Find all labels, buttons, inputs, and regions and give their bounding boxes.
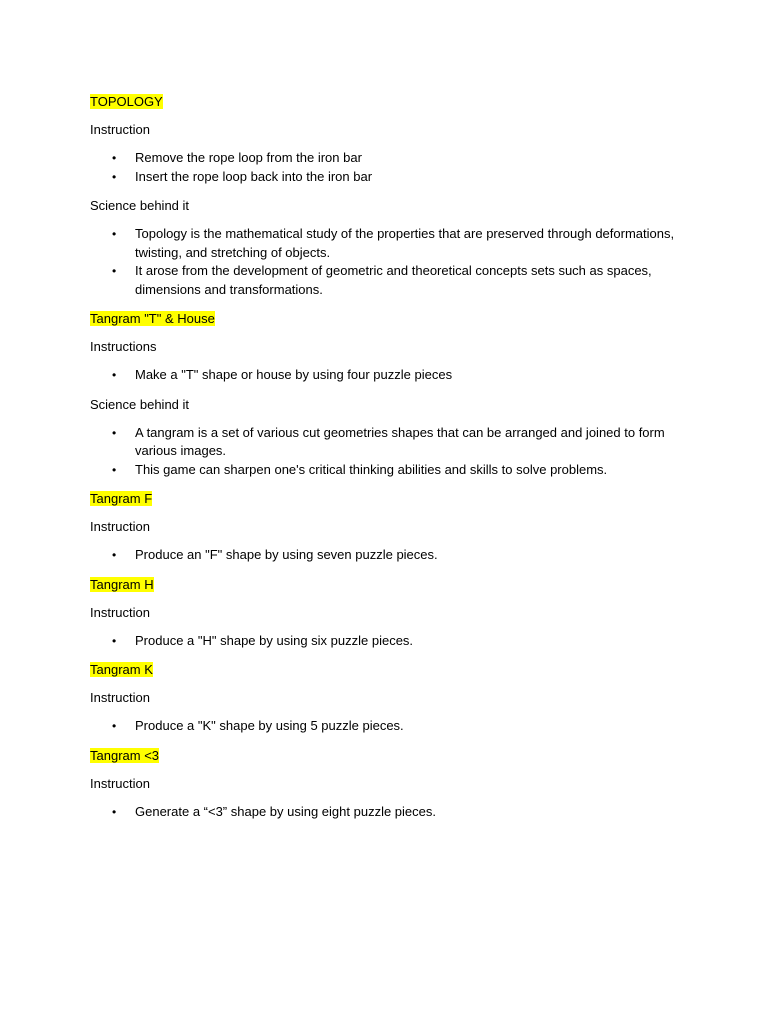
science-label: Science behind it xyxy=(90,198,190,213)
list-item: • Topology is the mathematical study of the properties that are preserved through deformations, twisting, and stretching of objects. xyxy=(112,226,675,260)
instruction-label: Instruction xyxy=(90,775,150,791)
bullet-icon: • xyxy=(112,548,117,562)
section-tangram-t-house xyxy=(90,310,680,479)
list-item: • Make a "T" shape or house by using four puzzle pieces xyxy=(90,366,680,385)
bullet-icon: • xyxy=(112,368,117,382)
section-topology xyxy=(90,93,680,299)
section-heading: Tangram K xyxy=(90,662,153,677)
list-item: • Generate a “<3” shape by using eight puzzle pieces. xyxy=(90,803,680,822)
list-item: • A tangram is a set of various cut geometries shapes that can be arranged and joined to form various images. xyxy=(112,424,665,458)
section-heading: Tangram <3 xyxy=(90,747,160,763)
bullet-icon: • xyxy=(112,633,117,648)
section-tangram-heart xyxy=(90,747,680,822)
list-item: • It arose from the development of geometric and theoretical concepts sets such as spaces, dimensions and transformations. xyxy=(112,263,652,297)
bullet-icon: • xyxy=(112,227,117,241)
section-heading: TOPOLOGY xyxy=(90,94,163,109)
bullet-icon: • xyxy=(112,264,117,278)
instruction-label: Instruction xyxy=(90,690,150,705)
instruction-list xyxy=(90,149,680,186)
section-tangram-k xyxy=(90,661,680,736)
instruction-list xyxy=(90,803,680,822)
document-page xyxy=(90,93,680,832)
science-label: Science behind it xyxy=(90,396,190,412)
list-item: • This game can sharpen one's critical thinking abilities and skills to solve problems. xyxy=(90,461,680,480)
instruction-label: Instruction xyxy=(90,122,150,137)
bullet-icon: • xyxy=(112,804,117,819)
list-item: • Remove the rope loop from the iron bar xyxy=(90,149,680,168)
list-item: • Produce an "F" shape by using seven puzzle pieces. xyxy=(90,546,680,565)
list-item: • Produce a "H" shape by using six puzzle pieces. xyxy=(90,632,680,651)
bullet-icon: • xyxy=(112,169,117,184)
bullet-icon: • xyxy=(112,719,117,733)
list-item: • Produce a "K" shape by using 5 puzzle pieces. xyxy=(90,717,680,736)
instruction-list xyxy=(90,546,680,565)
bullet-icon: • xyxy=(112,151,117,165)
section-heading: Tangram "T" & House xyxy=(90,311,215,326)
list-item: • Insert the rope loop back into the iron bar xyxy=(90,168,680,187)
bullet-icon: • xyxy=(112,462,117,477)
instruction-label: Instruction xyxy=(90,519,150,534)
section-heading: Tangram F xyxy=(90,491,153,506)
instruction-label: Instructions xyxy=(90,339,157,354)
science-list xyxy=(90,225,680,299)
section-tangram-h xyxy=(90,576,680,651)
instruction-list xyxy=(90,632,680,651)
section-tangram-f xyxy=(90,490,680,565)
science-list xyxy=(90,424,680,480)
instruction-list xyxy=(90,366,680,385)
instruction-label: Instruction xyxy=(90,604,150,620)
bullet-icon: • xyxy=(112,425,117,440)
section-heading: Tangram H xyxy=(90,576,154,592)
instruction-list xyxy=(90,717,680,736)
